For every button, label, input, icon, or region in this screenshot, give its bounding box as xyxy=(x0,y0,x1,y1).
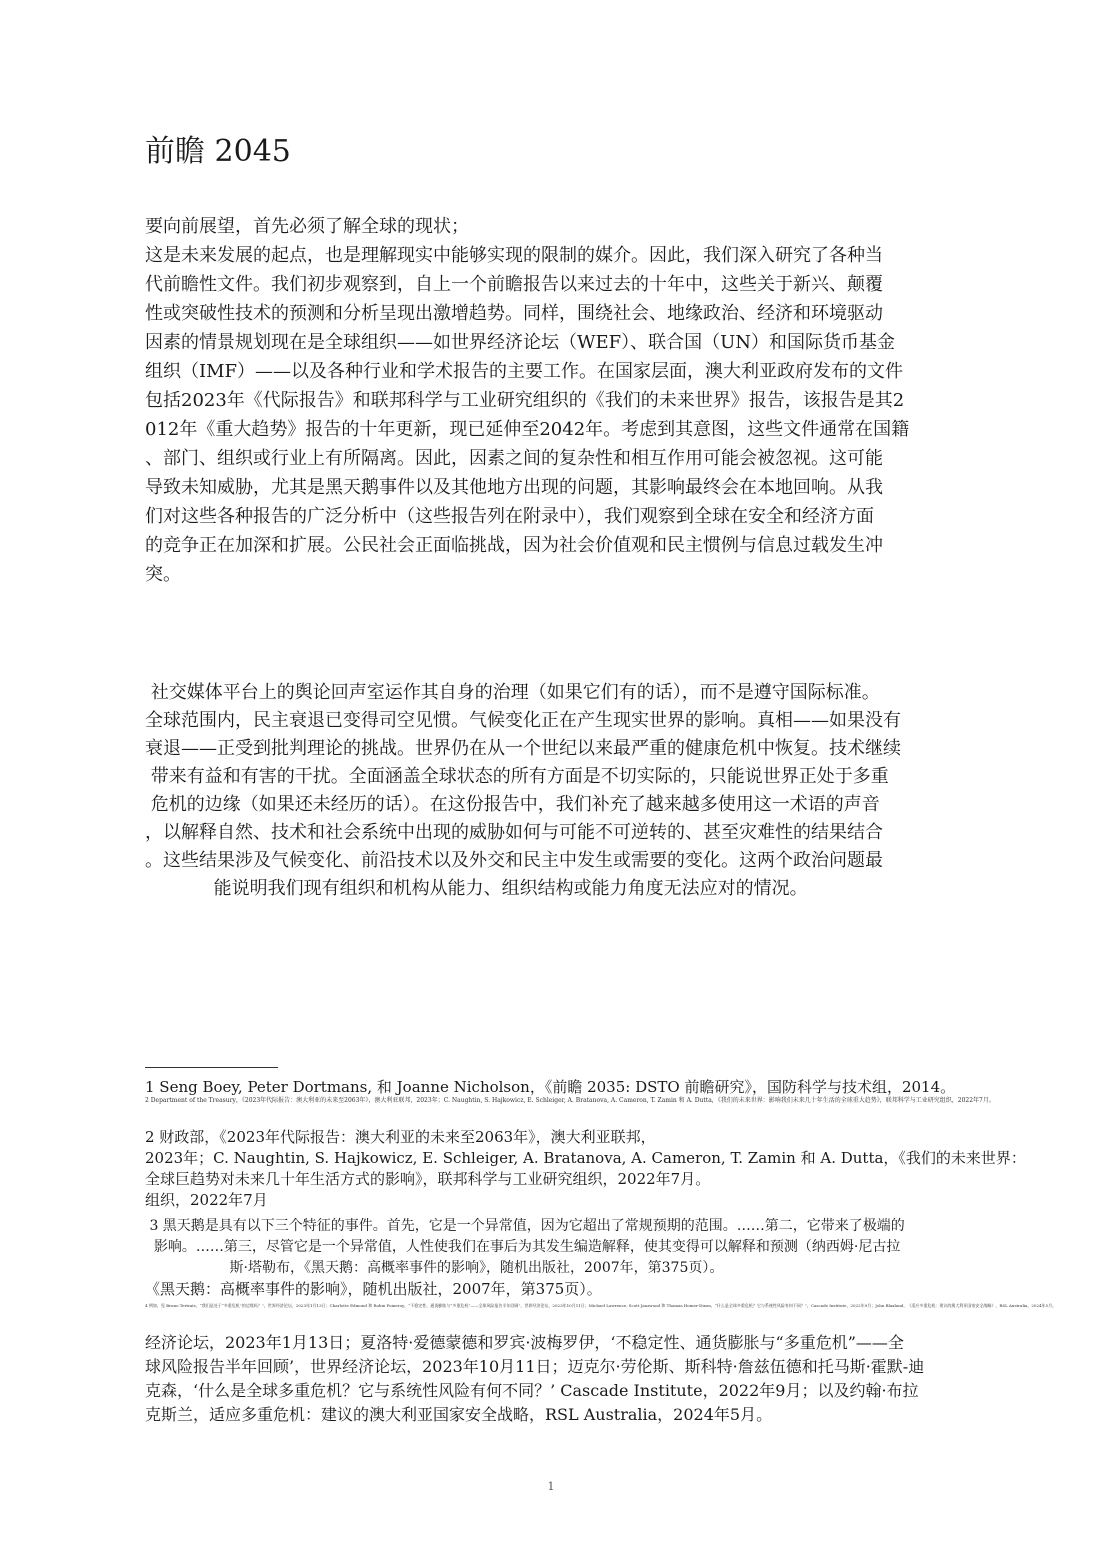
paragraph-line: 全球范围内，民主衰退已变得司空见惯。气候变化正在产生现实世界的影响。真相——如果没有 xyxy=(145,710,901,731)
footnote-2-small-print: 2 Department of the Treasury，《2023年代际报告：澳大利亚的未来至2063年》，澳大利亚联邦，2023年；C. Naughtin, S. Hajkowicz, E. Schleiger, A. Bratanova, A. Cameron, T. Zamin 和 A. Dutta，《我们的未来世界：影响我们未来几十年生活的全球重大趋势》，联邦科学与工业研究组织，2022年7月。 xyxy=(145,1097,995,1104)
footnote-4 xyxy=(145,1331,924,1427)
page-title: 前瞻 2045 xyxy=(145,134,291,169)
footnote-line: 影响。……第三，尽管它是一个异常值，人性使我们在事后为其发生编造解释，使其变得可以解释和预测（纳西姆·尼古拉 xyxy=(145,1239,901,1255)
footnote-line: 3 黑天鹅是具有以下三个特征的事件。首先，它是一个异常值，因为它超出了常规预期的范围。……第二，它带来了极端的 xyxy=(145,1218,905,1234)
footnote-3 xyxy=(145,1216,905,1300)
footnote-4-small-print: 4 例如，见 Bruno Tertrais，“我们是处于“多重危机”的边缘吗？”，世界经济论坛，2023年1月13日；Charlotte Edmond 和 Robin Pomeroy，“不稳定性、通货膨胀与“多重危机”——全球风险报告半年回顾”，世界经济论坛，2023年10月11日；Michael Lawrence, Scott Janzwood 和 Thomas Homer-Dixon，“什么是全球多重危机？它与系统性风险有何不同？”，Cascade Institute，2022年9月；John Blaxland，《适应多重危机：建议的澳大利亚国家安全战略》，RSL Australia，2024年5月。 xyxy=(145,1303,1057,1308)
footnote-line: 《黑天鹅：高概率事件的影响》，随机出版社，2007年，第375页）。 xyxy=(145,1280,602,1298)
footnote-line: 斯·塔勒布，《黑天鹅：高概率事件的影响》，随机出版社，2007年，第375页）。 xyxy=(145,1260,724,1276)
paragraph-line: 包括2023年《代际报告》和联邦科学与工业研究组织的《我们的未来世界》报告，该报告是其2 xyxy=(145,390,905,411)
footnote-line: 克森，‘什么是全球多重危机？它与系统性风险有何不同？’ Cascade Institute，2022年9月；以及约翰·布拉 xyxy=(145,1381,919,1400)
footnote-2 xyxy=(145,1127,1026,1211)
page-number: 1 xyxy=(547,1480,555,1493)
paragraph-line: 要向前展望，首先必须了解全球的现状； xyxy=(145,216,469,237)
footnote-line: 全球巨趋势对未来几十年生活方式的影响》，联邦科学与工业研究组织，2022年7月。 xyxy=(145,1170,711,1188)
paragraph-line: 这是未来发展的起点，也是理解现实中能够实现的限制的媒介。因此，我们深入研究了各种当 xyxy=(145,245,883,266)
paragraph-line: 带来有益和有害的干扰。全面涵盖全球状态的所有方面是不切实际的，只能说世界正处于多重 xyxy=(145,766,889,787)
paragraph-line: 的竞争正在加深和扩展。公民社会正面临挑战，因为社会价值观和民主惯例与信息过载发生冲 xyxy=(145,535,883,556)
paragraph-line: 导致未知威胁，尤其是黑天鹅事件以及其他地方出现的问题，其影响最终会在本地回响。从我 xyxy=(145,477,883,498)
paragraph-line: 因素的情景规划现在是全球组织——如世界经济论坛（WEF）、联合国（UN）和国际货币基金 xyxy=(145,332,896,353)
footnote-separator xyxy=(145,1067,278,1068)
paragraph-line: ，以解释自然、技术和社会系统中出现的威胁如何与可能不可逆转的、甚至灾难性的结果结合 xyxy=(145,822,883,843)
body-paragraph-2 xyxy=(145,679,960,903)
paragraph-line: 性或突破性技术的预测和分析呈现出激增趋势。同样，围绕社会、地缘政治、经济和环境驱动 xyxy=(145,303,883,324)
paragraph-line: 社交媒体平台上的舆论回声室运作其自身的治理（如果它们有的话），而不是遵守国际标准。 xyxy=(145,682,880,703)
paragraph-line: 们对这些各种报告的广泛分析中（这些报告列在附录中），我们观察到全球在安全和经济方面 xyxy=(145,506,874,527)
footnote-line: 克斯兰，适应多重危机：建议的澳大利亚国家安全战略，RSL Australia，2024年5月。 xyxy=(145,1405,773,1424)
paragraph-line: 组织（IMF）——以及各种行业和学术报告的主要工作。在国家层面，澳大利亚政府发布的文件 xyxy=(145,361,904,382)
footnote-1: 1 Seng Boey, Peter Dortmans, 和 Joanne Nicholson，《前瞻 2035: DSTO 前瞻研究》，国防科学与技术组，2014。 xyxy=(145,1078,956,1096)
paragraph-line: 。这些结果涉及气候变化、前沿技术以及外交和民主中发生或需要的变化。这两个政治问题最 xyxy=(145,850,883,871)
footnote-line: 2023年；C. Naughtin, S. Hajkowicz, E. Schleiger, A. Bratanova, A. Cameron, T. Zamin 和 A. Dutta，《我们的未来世界： xyxy=(145,1149,1026,1167)
footnote-line: 经济论坛，2023年1月13日；夏洛特·爱德蒙德和罗宾·波梅罗伊，‘不稳定性、通货膨胀与“多重危机”——全 xyxy=(145,1333,904,1352)
paragraph-line: 衰退——正受到批判理论的挑战。世界仍在从一个世纪以来最严重的健康危机中恢复。技术继续 xyxy=(145,738,901,759)
paragraph-line: 代前瞻性文件。我们初步观察到，自上一个前瞻报告以来过去的十年中，这些关于新兴、颠覆 xyxy=(145,274,883,295)
footnote-line: 组织，2022年7月 xyxy=(145,1191,268,1209)
footnote-line: 球风险报告半年回顾’，世界经济论坛，2023年10月11日；迈克尔·劳伦斯、斯科特·詹兹伍德和托马斯·霍默-迪 xyxy=(145,1357,925,1376)
paragraph-line: 危机的边缘（如果还未经历的话）。在这份报告中，我们补充了越来越多使用这一术语的声音 xyxy=(145,794,880,815)
footnote-line: 2 财政部，《2023年代际报告：澳大利亚的未来至2063年》，澳大利亚联邦， xyxy=(145,1128,656,1146)
paragraph-line: 能说明我们现有组织和机构从能力、组织结构或能力角度无法应对的情况。 xyxy=(145,878,808,899)
paragraph-line: 、部门、组织或行业上有所隔离。因此，因素之间的复杂性和相互作用可能会被忽视。这可能 xyxy=(145,448,883,469)
paragraph-line: 012年《重大趋势》报告的十年更新，现已延伸至2042年。考虑到其意图，这些文件通常在国籍 xyxy=(145,419,910,440)
body-paragraph-1 xyxy=(145,212,960,589)
paragraph-line: 突。 xyxy=(145,564,181,585)
